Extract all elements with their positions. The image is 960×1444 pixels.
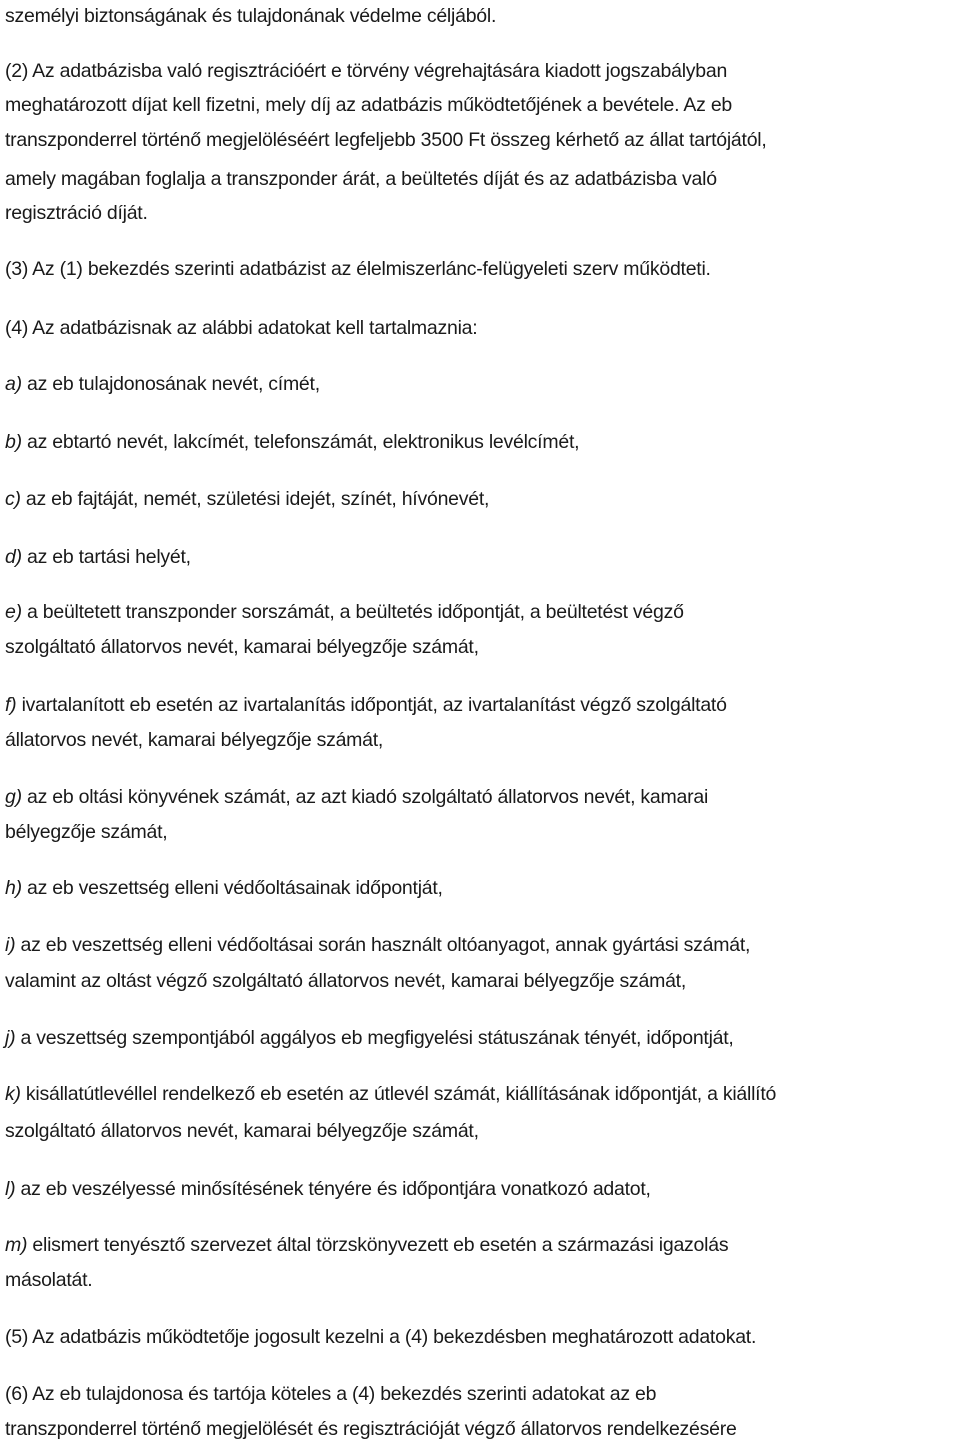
list-item-k-continuation: szolgáltató állatorvos nevét, kamarai bélyegzője számát, [5,1120,479,1142]
paragraph-2-line-4: amely magában foglalja a transzponder árát, a beültetés díját és az adatbázisba való [5,168,717,190]
item-text: az eb veszélyessé minősítésének tényére és időpontjára vonatkozó adatot, [15,1178,651,1200]
item-text: elismert tenyésztő szervezet által törzskönyvezett eb esetén a származási igazolás [27,1234,729,1256]
item-label: j) [5,1027,16,1049]
item-label: e) [5,601,22,623]
list-item-a [5,371,320,397]
item-text: az eb tartási helyét, [21,546,191,568]
list-item-b [5,429,579,455]
item-text: az eb oltási könyvének számát, az azt kiadó szolgáltató állatorvos nevét, kamarai [21,786,709,808]
item-label: l) [5,1178,16,1200]
item-label: c) [5,488,21,510]
item-text: az eb veszettség elleni védőoltásai során használt oltóanyagot, annak gyártási számát, [15,934,751,956]
item-text: az eb tulajdonosának nevét, címét, [21,373,320,395]
list-item-k [5,1081,776,1107]
list-item-g-continuation: bélyegzője számát, [5,821,168,843]
paragraph-2-line-1: (2) Az adatbázisba való regisztrációért e törvény végrehajtására kiadott jogszabályban [5,60,728,82]
paragraph-2-line-5: regisztráció díját. [5,202,148,224]
list-item-j [5,1025,734,1051]
item-label: i) [5,934,16,956]
list-item-m [5,1232,728,1258]
list-item-g [5,784,708,810]
paragraph-3: (3) Az (1) bekezdés szerinti adatbázist az élelmiszerlánc-felügyeleti szerv működteti. [5,258,711,280]
list-item-f [5,692,727,718]
list-item-e-continuation: szolgáltató állatorvos nevét, kamarai bélyegzője számát, [5,636,479,658]
list-item-h [5,875,443,901]
list-item-d [5,544,191,570]
item-label: d) [5,546,22,568]
item-label: b) [5,431,22,453]
paragraph-4-intro: (4) Az adatbázisnak az alábbi adatokat kell tartalmaznia: [5,317,478,339]
paragraph-2-line-3: transzponderrel történő megjelöléséért legfeljebb 3500 Ft összeg kérhető az állat tartójától, [5,129,767,151]
list-item-m-continuation: másolatát. [5,1269,93,1291]
list-item-c [5,486,489,512]
item-text: az eb fajtáját, nemét, születési idejét, színét, hívónevét, [20,488,490,510]
list-item-i [5,932,750,958]
paragraph-6-line-1: (6) Az eb tulajdonosa és tartója köteles a (4) bekezdés szerinti adatokat az eb [5,1383,657,1405]
paragraph-2-line-2: meghatározott díjat kell fizetni, mely díj az adatbázis működtetőjének a bevétele. Az eb [5,94,733,116]
list-item-i-continuation: valamint az oltást végző szolgáltató állatorvos nevét, kamarai bélyegzője számát, [5,970,687,992]
item-label: m) [5,1234,28,1256]
item-text: ivartalanított eb esetén az ivartalanítás időpontját, az ivartalanítást végző szolgáltató [16,694,727,716]
list-item-l [5,1176,651,1202]
item-text: az ebtartó nevét, lakcímét, telefonszámát, elektronikus levélcímét, [21,431,580,453]
item-text: a veszettség szempontjából aggályos eb megfigyelési státuszának tényét, időpontját, [15,1027,734,1049]
paragraph-6-line-2: transzponderrel történő megjelölését és regisztrációját végző állatorvos rendelkezésére [5,1418,737,1440]
item-label: h) [5,877,22,899]
item-label: f) [5,694,17,716]
list-item-f-continuation: állatorvos nevét, kamarai bélyegzője számát, [5,729,384,751]
item-label: g) [5,786,22,808]
item-label: a) [5,373,22,395]
item-text: az eb veszettség elleni védőoltásainak időpontját, [21,877,443,899]
paragraph-5: (5) Az adatbázis működtetője jogosult kezelni a (4) bekezdésben meghatározott adatokat. [5,1326,757,1348]
item-text: a beültetett transzponder sorszámát, a beültetés időpontját, a beültetést végző [21,601,684,623]
item-label: k) [5,1083,21,1105]
item-text: kisállatútlevéllel rendelkező eb esetén az útlevél számát, kiállításának időpontját, a kiállító [20,1083,777,1105]
list-item-e [5,599,684,625]
intro-tail-line: személyi biztonságának és tulajdonának védelme céljából. [5,5,497,27]
